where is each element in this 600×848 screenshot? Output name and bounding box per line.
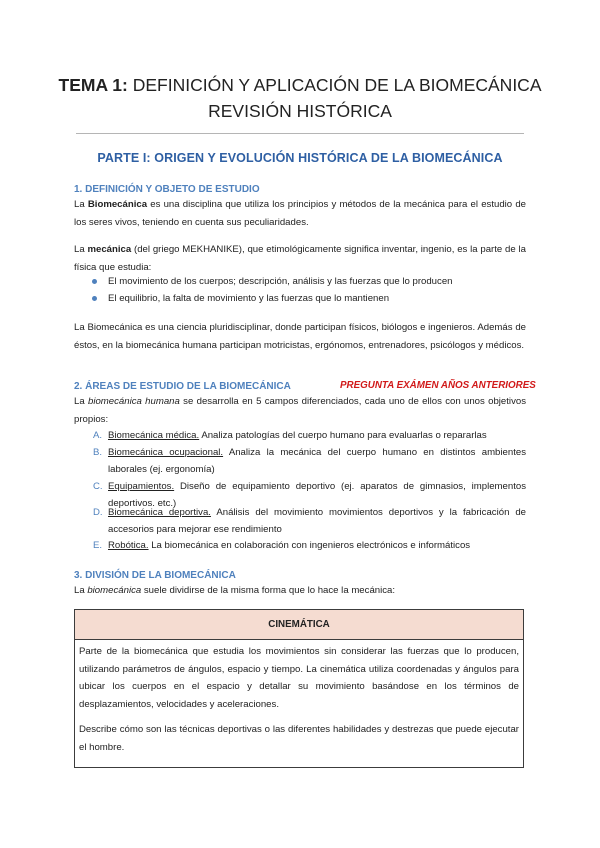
cinematica-paragraph-1: Parte de la biomecánica que estudia los movimientos sin considerar las fuerzas que lo producen, utilizando parámetros de ángulos, espacio y tiempo. La cinemática utiliza coordenadas y ángulos para ubicar los cuerpos en el espacio y detallar su movimiento basándose en los términos de desplazamientos, velocidades y aceleraciones. [79, 646, 519, 710]
section-1-heading: 1. DEFINICIÓN Y OBJETO DE ESTUDIO [74, 184, 260, 195]
list-description: Analiza la mecánica del cuerpo humano en distintos ambientes laborales (ej. ergonomía) [108, 447, 526, 475]
list-description: Diseño de equipamiento deportivo (ej. aparatos de gimnasios, implementos deportivos. etc.) [108, 481, 526, 509]
cinematica-header: CINEMÁTICA [75, 610, 523, 640]
text-run: (del griego MEKHANIKE), que etimológicamente significa inventar, ingenio, es la parte de la física que estudia: [74, 244, 526, 273]
term-biomecanica: biomecánica [87, 585, 142, 596]
part-title: PARTE I: ORIGEN Y EVOLUCIÓN HISTÓRICA DE LA BIOMECÁNICA [97, 151, 503, 165]
bullet-icon [92, 296, 97, 301]
section-1-paragraph-1 [74, 196, 526, 231]
term-mecanica: mecánica [87, 244, 132, 255]
text-run: La [74, 199, 88, 210]
list-term: Biomecánica deportiva. [108, 507, 211, 518]
list-term: Equipamientos. [108, 481, 175, 492]
list-item-text [108, 444, 526, 478]
text-run: suele dividirse de la misma forma que lo hace la mecánica: [141, 585, 396, 596]
title-topic-name: DEFINICIÓN Y APLICACIÓN DE LA BIOMECÁNICA [127, 75, 542, 95]
text-run: se desarrolla en 5 campos diferenciados, cada uno de ellos con unos objetivos propios: [74, 396, 526, 425]
text-run: es una disciplina que utiliza los principios y métodos de la mecánica para el estudio de los seres vivos, teniendo en cuenta sus peculiaridades. [74, 199, 526, 228]
list-item-text: El movimiento de los cuerpos; descripción, análisis y las fuerzas que lo producen [108, 276, 453, 287]
list-term: Robótica. [108, 540, 149, 551]
text-run: La [74, 244, 88, 255]
list-description: La biomecánica en colaboración con ingenieros electrónicos e informáticos [148, 540, 471, 551]
title-divider [76, 133, 524, 134]
list-description: Análisis del movimiento movimientos deportivos y la fabricación de accesorios para mejorar ese rendimiento [108, 507, 526, 535]
text-run: La [74, 585, 88, 596]
cinematica-box [74, 609, 524, 768]
title-subtitle: REVISIÓN HISTÓRICA [208, 101, 392, 121]
section-1-paragraph-3: La Biomecánica es una ciencia pluridisciplinar, donde participan físicos, biólogos e ingenieros. Además de éstos, en la biomecánica humana participan motricistas, ergónomos, entrenadores, psicólogos y médicos. [74, 322, 526, 351]
bullet-icon [92, 279, 97, 284]
list-letter: A. [93, 430, 103, 441]
list-letter: D. [93, 507, 103, 518]
section-3-intro [74, 582, 526, 600]
title-topic-number: TEMA 1: [58, 75, 128, 95]
cinematica-paragraph-2: Describe cómo son las técnicas deportivas o las diferentes habilidades y destrezas que puede ejecutar el hombre. [79, 724, 519, 753]
text-run: La [74, 396, 88, 407]
section-2-intro [74, 393, 526, 428]
term-biomecanica: Biomecánica [87, 199, 148, 210]
list-description: Analiza patologías del cuerpo humano para evaluarlas o repararlas [199, 430, 487, 441]
list-item-text [108, 537, 526, 554]
term-biomecanica-humana: biomecánica humana [88, 396, 180, 407]
section-2-heading: 2. ÁREAS DE ESTUDIO DE LA BIOMECÁNICA [74, 381, 291, 392]
list-letter: C. [93, 481, 103, 492]
document-title [0, 72, 600, 124]
list-item-text [108, 504, 526, 538]
section-1-paragraph-2 [74, 241, 526, 276]
list-letter: B. [93, 447, 103, 458]
exam-note: PREGUNTA EXÁMEN AÑOS ANTERIORES [340, 380, 536, 391]
section-3-heading: 3. DIVISIÓN DE LA BIOMECÁNICA [74, 570, 236, 581]
list-letter: E. [93, 540, 103, 551]
list-term: Biomecánica médica. [108, 430, 200, 441]
list-item-text: El equilibrio, la falta de movimiento y las fuerzas que lo mantienen [108, 293, 390, 304]
list-item-text [108, 427, 526, 444]
list-term: Biomecánica ocupacional. [108, 447, 224, 458]
